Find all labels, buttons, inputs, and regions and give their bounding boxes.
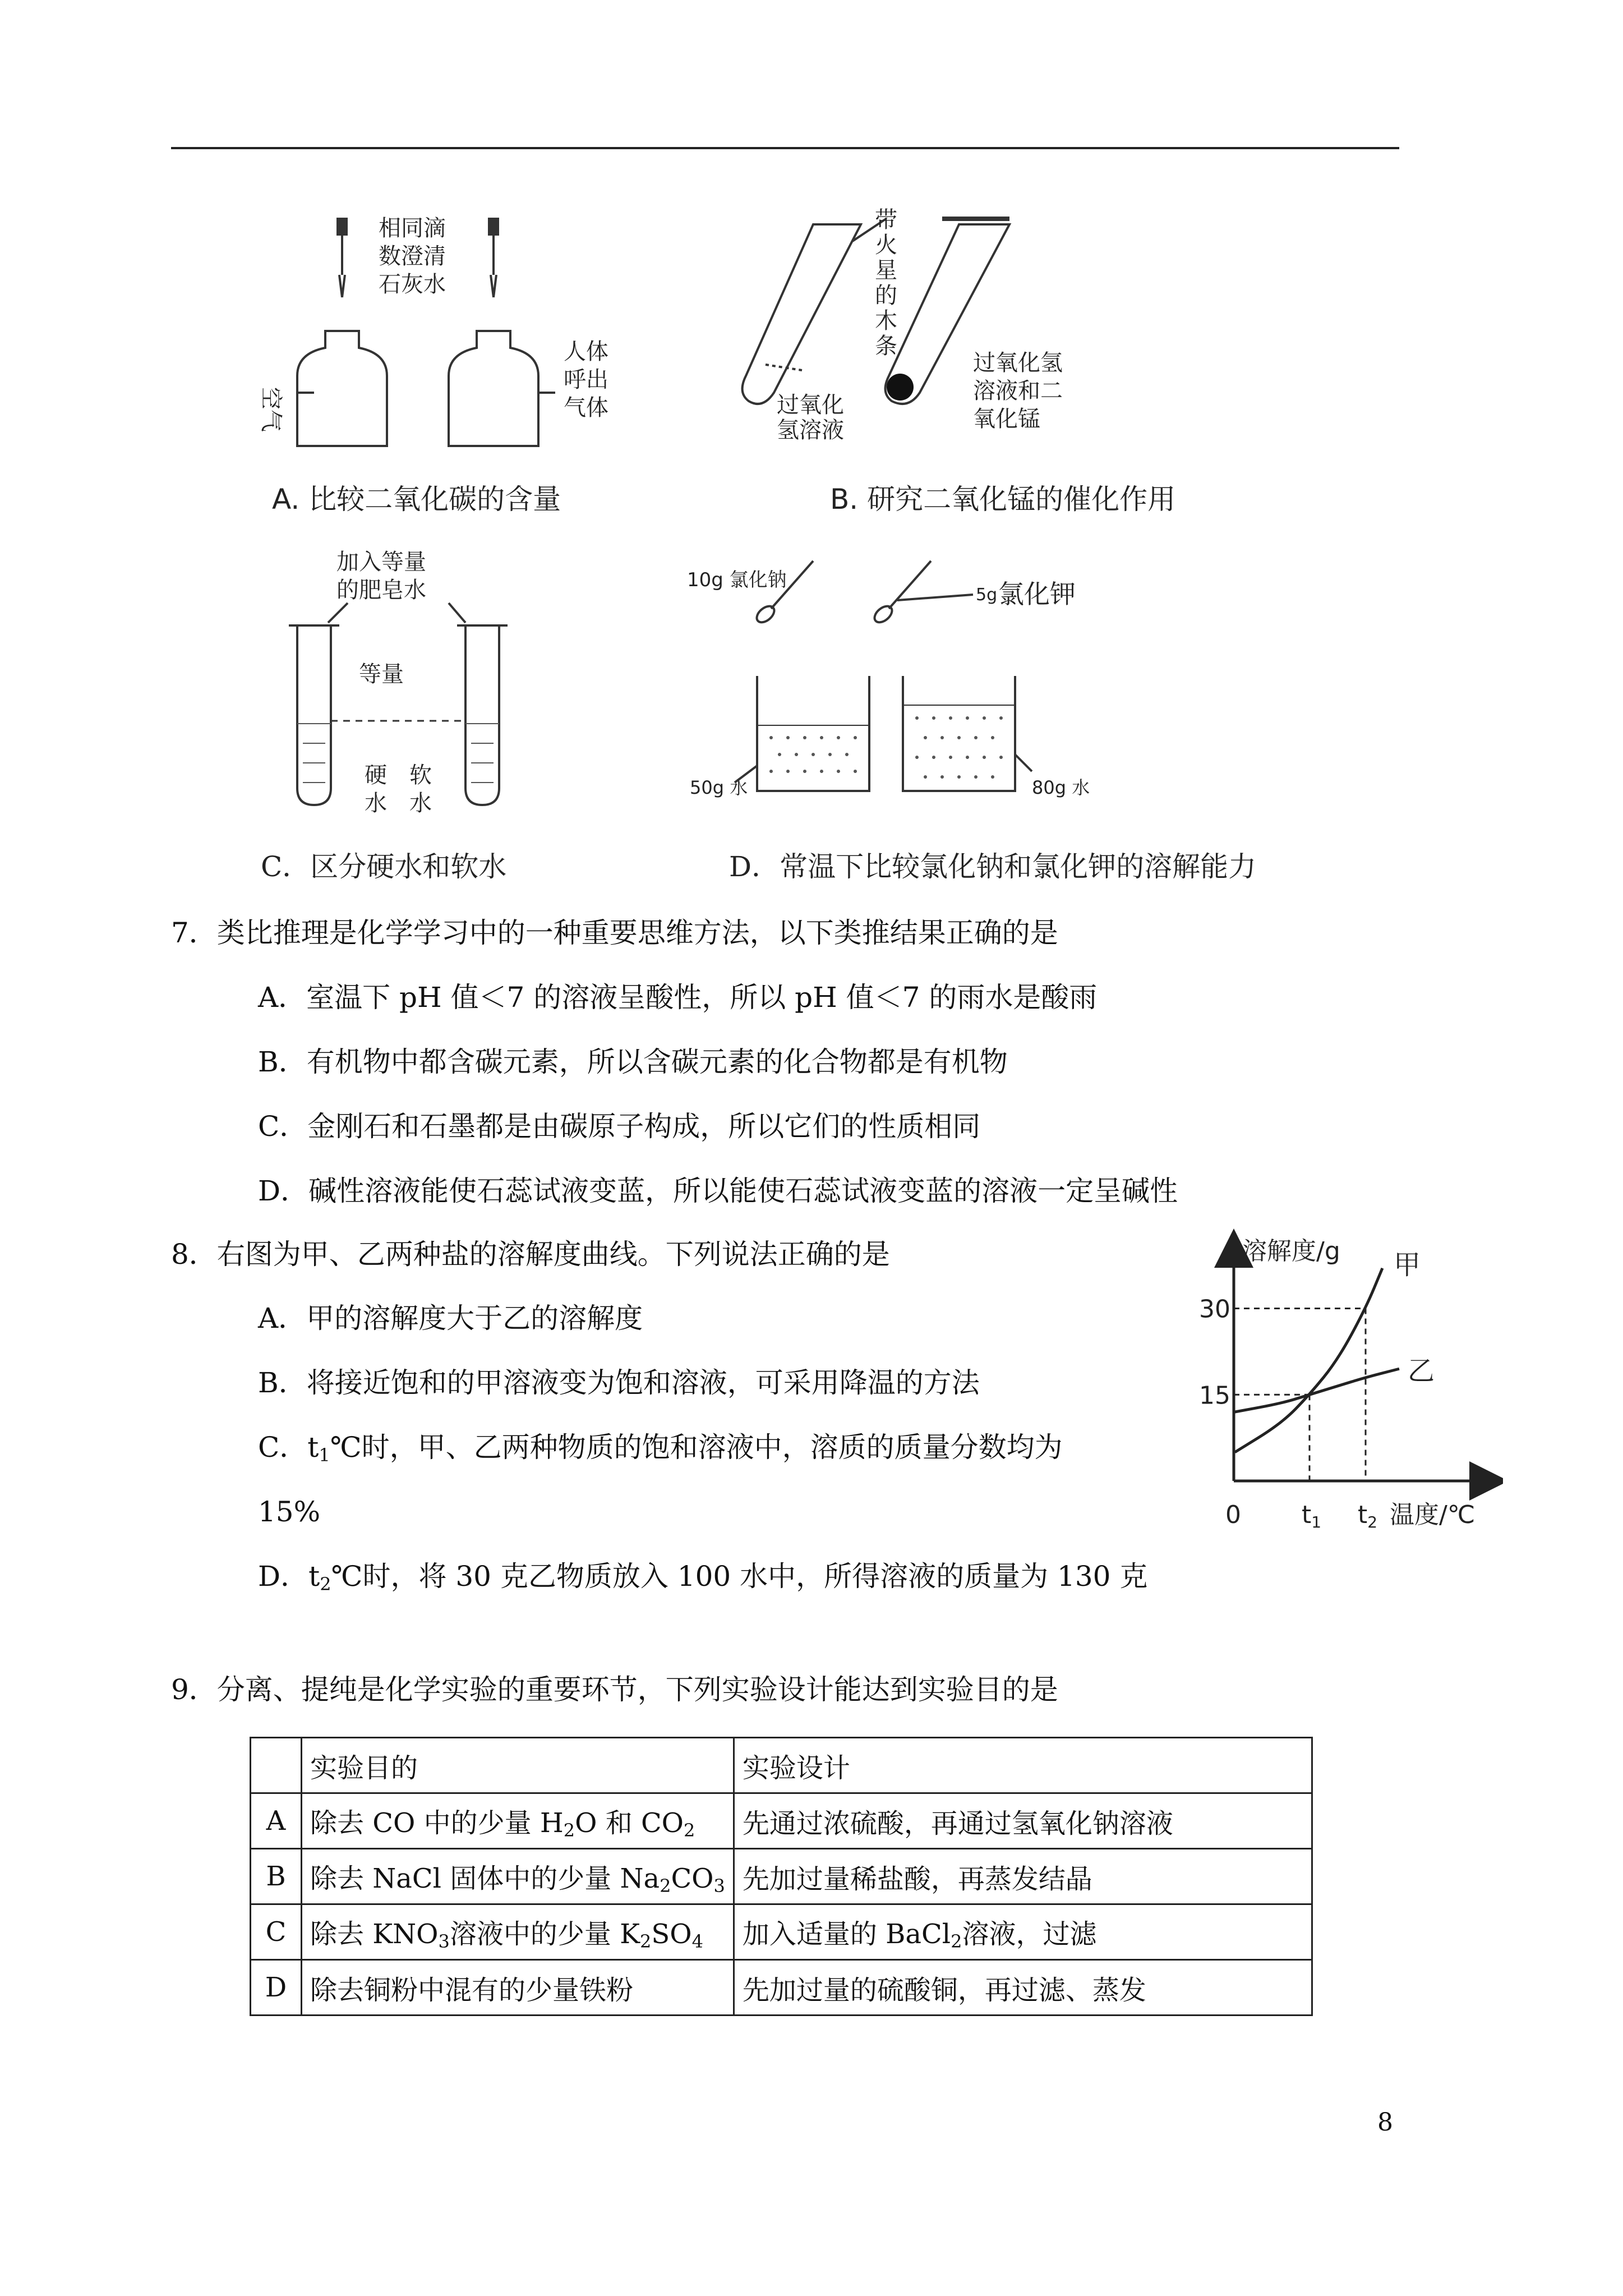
- fig-b-stick-4: 的: [875, 283, 897, 309]
- row-c-purpose-sub2: 2: [639, 1930, 652, 1952]
- fig-b-right-1: 过氧化氢: [973, 350, 1063, 376]
- q7-option-c: C．金刚石和石墨都是由碳原子构成，所以它们的性质相同: [258, 1110, 981, 1143]
- row-c-purpose-1: 除去 KNO: [310, 1918, 439, 1950]
- header-rule: [171, 147, 1399, 149]
- row-b-purpose: [302, 1849, 734, 1904]
- figure-a-caption: A. 比较二氧化碳的含量: [272, 483, 561, 516]
- q9-stem: 9．分离、提纯是化学实验的重要环节，下列实验设计能达到实验目的是: [171, 1673, 1058, 1706]
- q8-option-c: [258, 1430, 1063, 1472]
- q8-option-c-sub: 1: [319, 1444, 330, 1466]
- fig-b-stick-2: 火: [875, 232, 897, 258]
- row-c-design-pre: 加入适量的 BaCl: [742, 1918, 951, 1950]
- fig-a-label-breath-3: 气体: [564, 395, 608, 421]
- chart-series-jia-line: [1235, 1268, 1382, 1452]
- row-d-purpose: 除去铜粉中混有的少量铁粉: [302, 1960, 734, 2016]
- chart-xlabel: 温度/℃: [1390, 1501, 1476, 1529]
- fig-d-nacl: 10g 氯化钠: [687, 569, 787, 591]
- chart-xtick-t1: t1: [1302, 1501, 1322, 1531]
- q9-table: [250, 1737, 1313, 2016]
- row-a-purpose-2: O 和 CO: [575, 1807, 684, 1839]
- row-a-purpose-sub1: 2: [563, 1819, 575, 1841]
- fig-c-hard-2: 水: [365, 790, 387, 816]
- q8-option-c-pre: C．t: [258, 1431, 319, 1464]
- table-row: [251, 1904, 1312, 1960]
- q7-option-a: A．室温下 pH 值＜7 的溶液呈酸性，所以 pH 值＜7 的雨水是酸雨: [258, 981, 1098, 1014]
- fig-c-hard-1: 硬: [365, 762, 387, 788]
- row-b-purpose-1: 除去 NaCl 固体中的少量 Na: [310, 1862, 660, 1894]
- q8-option-d-sub: 2: [320, 1573, 331, 1595]
- fig-d-water1: 50g 水: [690, 777, 748, 798]
- q8-option-c-post: ℃时，甲、乙两种物质的饱和溶液中，溶质的质量分数均为: [330, 1431, 1063, 1464]
- q7-option-d: D．碱性溶液能使石蕊试液变蓝，所以能使石蕊试液变蓝的溶液一定呈碱性: [258, 1175, 1178, 1207]
- row-a-key: A: [251, 1793, 302, 1849]
- row-a-design: 先通过浓硫酸，再通过氢氧化钠溶液: [734, 1793, 1312, 1849]
- fig-b-right-2: 溶液和二: [973, 378, 1063, 404]
- row-c-design-post: 溶液，过滤: [962, 1918, 1097, 1950]
- q8-option-d-pre: D．t: [258, 1560, 320, 1593]
- fig-b-stick-5: 木: [875, 308, 897, 334]
- fig-c-soft-1: 软: [409, 762, 432, 788]
- row-a-purpose-1: 除去 CO 中的少量 H: [310, 1807, 564, 1839]
- chart-series-yi-line: [1235, 1369, 1399, 1412]
- fig-d-water2: 80g 水: [1032, 777, 1090, 798]
- fig-d-kcl-mass: 5g: [976, 585, 998, 605]
- row-b-design: 先加过量稀盐酸，再蒸发结晶: [734, 1849, 1312, 1904]
- table-header-key: [251, 1738, 302, 1793]
- chart-xtick-0: 0: [1225, 1501, 1241, 1529]
- fig-b-stick-3: 星: [875, 257, 897, 283]
- q8-option-c-continued: 15%: [258, 1496, 321, 1528]
- fig-a-label-drop-1: 相同滴: [379, 215, 446, 241]
- row-b-purpose-2: CO: [671, 1862, 714, 1894]
- chart-xtick-t2: t2: [1358, 1501, 1378, 1531]
- row-b-purpose-sub1: 2: [660, 1875, 671, 1897]
- fig-d-kcl: 氯化钾: [998, 579, 1076, 609]
- row-a-purpose-sub2: 2: [684, 1819, 695, 1841]
- fig-b-right-3: 氧化锰: [973, 406, 1040, 432]
- q8-option-d: [258, 1559, 1147, 1601]
- q8-option-a: A．甲的溶解度大于乙的溶解度: [258, 1302, 643, 1335]
- solubility-chart: [1178, 1228, 1503, 1554]
- page-number: 8: [1377, 2108, 1393, 2137]
- fig-a-label-air: 空气: [258, 387, 284, 432]
- q8-stem: 8．右图为甲、乙两种盐的溶解度曲线。下列说法正确的是: [171, 1238, 890, 1271]
- fig-b-left-1: 过氧化: [777, 392, 844, 418]
- row-b-purpose-sub2: 3: [713, 1875, 725, 1897]
- figure-d-dissolving-beakers: [679, 547, 1105, 811]
- figure-c-soap-water-tubes: [264, 547, 578, 827]
- table-header-design: 实验设计: [734, 1738, 1312, 1793]
- chart-xtick-t2-sub: 2: [1367, 1513, 1378, 1531]
- table-row: [251, 1960, 1312, 2016]
- figure-b-catalyst-tubes: [718, 208, 1144, 454]
- fig-b-stick-6: 条: [875, 333, 897, 359]
- row-c-purpose-3: SO: [651, 1918, 692, 1950]
- chart-ylabel: 溶解度/g: [1242, 1237, 1340, 1266]
- q7-option-b: B．有机物中都含碳元素，所以含碳元素的化合物都是有机物: [258, 1046, 1008, 1078]
- chart-series-jia-label: 甲: [1394, 1249, 1421, 1281]
- table-row: [251, 1793, 1312, 1849]
- row-c-design: [734, 1904, 1312, 1960]
- chart-series-yi-label: 乙: [1408, 1355, 1435, 1387]
- chart-ytick-30: 30: [1199, 1295, 1230, 1324]
- fig-b-left-2: 氢溶液: [777, 417, 844, 443]
- row-a-purpose: [302, 1793, 734, 1849]
- row-d-key: D: [251, 1960, 302, 2016]
- figure-d-caption: D．常温下比较氯化钠和氯化钾的溶解能力: [729, 850, 1257, 883]
- table-header-row: [251, 1738, 1312, 1793]
- chart-ytick-15: 15: [1199, 1381, 1230, 1410]
- row-c-design-sub: 2: [951, 1930, 962, 1952]
- fig-b-stick-1: 带: [875, 208, 897, 233]
- fig-a-label-breath-1: 人体: [564, 339, 608, 365]
- fig-c-top-2: 的肥皂水: [336, 577, 426, 603]
- row-c-key: C: [251, 1904, 302, 1960]
- chart-xtick-t1-sub: 1: [1311, 1513, 1322, 1531]
- fig-a-label-drop-3: 石灰水: [379, 272, 446, 297]
- figure-b-caption: B. 研究二氧化锰的催化作用: [830, 483, 1176, 516]
- q7-stem: 7．类比推理是化学学习中的一种重要思维方法，以下类推结果正确的是: [171, 917, 1058, 949]
- row-c-purpose: [302, 1904, 734, 1960]
- q8-option-b: B．将接近饱和的甲溶液变为饱和溶液，可采用降温的方法: [258, 1366, 980, 1399]
- fig-a-label-drop-2: 数澄清: [379, 243, 446, 269]
- q8-option-d-post: ℃时，将 30 克乙物质放入 100 水中，所得溶液的质量为 130 克: [331, 1560, 1148, 1593]
- fig-c-soft-2: 水: [409, 790, 432, 816]
- row-c-purpose-2: 溶液中的少量 K: [449, 1918, 640, 1950]
- fig-a-label-breath-2: 呼出: [564, 367, 608, 393]
- row-c-purpose-sub1: 3: [438, 1930, 450, 1952]
- table-header-purpose: 实验目的: [302, 1738, 734, 1793]
- figure-a-lime-water-bottles: [247, 208, 707, 466]
- figure-c-caption: C．区分硬水和软水: [261, 850, 507, 883]
- row-c-purpose-sub3: 4: [691, 1930, 703, 1952]
- row-d-design: 先加过量的硫酸铜，再过滤、蒸发: [734, 1960, 1312, 2016]
- fig-c-top-1: 加入等量: [336, 549, 426, 575]
- row-b-key: B: [251, 1849, 302, 1904]
- table-row: [251, 1849, 1312, 1904]
- fig-c-equal: 等量: [359, 661, 404, 687]
